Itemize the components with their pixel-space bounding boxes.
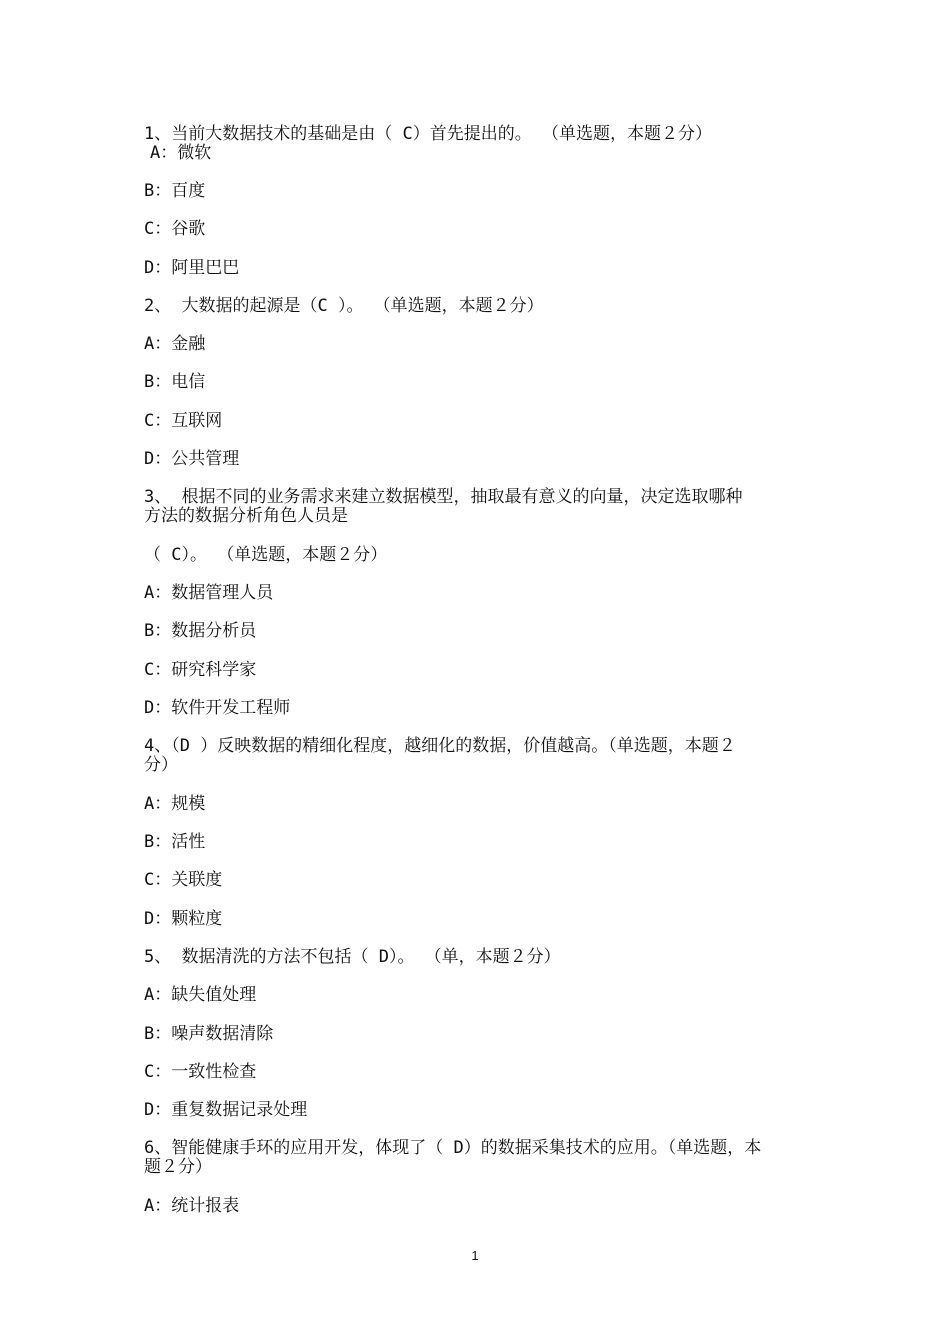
question-3-option-c: C：研究科学家 (144, 660, 257, 680)
question-5-option-b: B：噪声数据清除 (144, 1024, 274, 1044)
question-4-option-d: D：颗粒度 (144, 909, 223, 929)
question-5-option-a: A：缺失值处理 (144, 985, 257, 1005)
question-1-option-d: D：阿里巴巴 (144, 258, 240, 278)
question-2-option-d: D：公共管理 (144, 449, 240, 469)
question-1-option-b: B：百度 (144, 181, 206, 201)
question-6-stem-line-2: 题２分） (144, 1157, 212, 1177)
question-4-stem-line-1: 4、（D ）反映数据的精细化程度，越细化的数据，价值越高。（单选题，本题２ (144, 736, 736, 756)
question-3-stem-line-3: （ C）。 （单选题，本题２分） (144, 545, 388, 565)
question-1-option-c: C：谷歌 (144, 219, 206, 239)
question-3-option-b: B：数据分析员 (144, 621, 257, 641)
question-4-option-b: B：活性 (144, 832, 206, 852)
question-4-stem-line-2: 分） (144, 755, 178, 775)
question-3-option-d: D：软件开发工程师 (144, 698, 291, 718)
question-6-stem-line-1: 6、智能健康手环的应用开发，体现了（ D）的数据采集技术的应用。（单选题，本 (144, 1138, 762, 1158)
page-number: 1 (471, 1248, 479, 1263)
question-5-stem: 5、 数据清洗的方法不包括（ D）。 （单，本题２分） (144, 947, 561, 967)
question-6-option-a: A：统计报表 (144, 1196, 240, 1216)
question-4-option-c: C：关联度 (144, 870, 223, 890)
question-2-option-a: A：金融 (144, 334, 206, 354)
question-1-stem: 1、当前大数据技术的基础是由（ C）首先提出的。 （单选题，本题２分） (144, 124, 712, 144)
question-2-stem: 2、 大数据的起源是（C ）。 （单选题，本题２分） (144, 296, 544, 316)
question-3-stem-line-2: 方法的数据分析角色人员是 (144, 506, 348, 526)
question-2-option-b: B：电信 (144, 372, 206, 392)
question-5-option-c: C：一致性检查 (144, 1062, 257, 1082)
question-2-option-c: C：互联网 (144, 411, 223, 431)
question-3-option-a: A：数据管理人员 (144, 583, 274, 603)
question-1-option-a: A：微软 (150, 143, 212, 163)
question-5-option-d: D：重复数据记录处理 (144, 1100, 308, 1120)
question-3-stem-line-1: 3、 根据不同的业务需求来建立数据模型，抽取最有意义的向量，决定选取哪种 (144, 487, 743, 507)
question-4-option-a: A：规模 (144, 794, 206, 814)
